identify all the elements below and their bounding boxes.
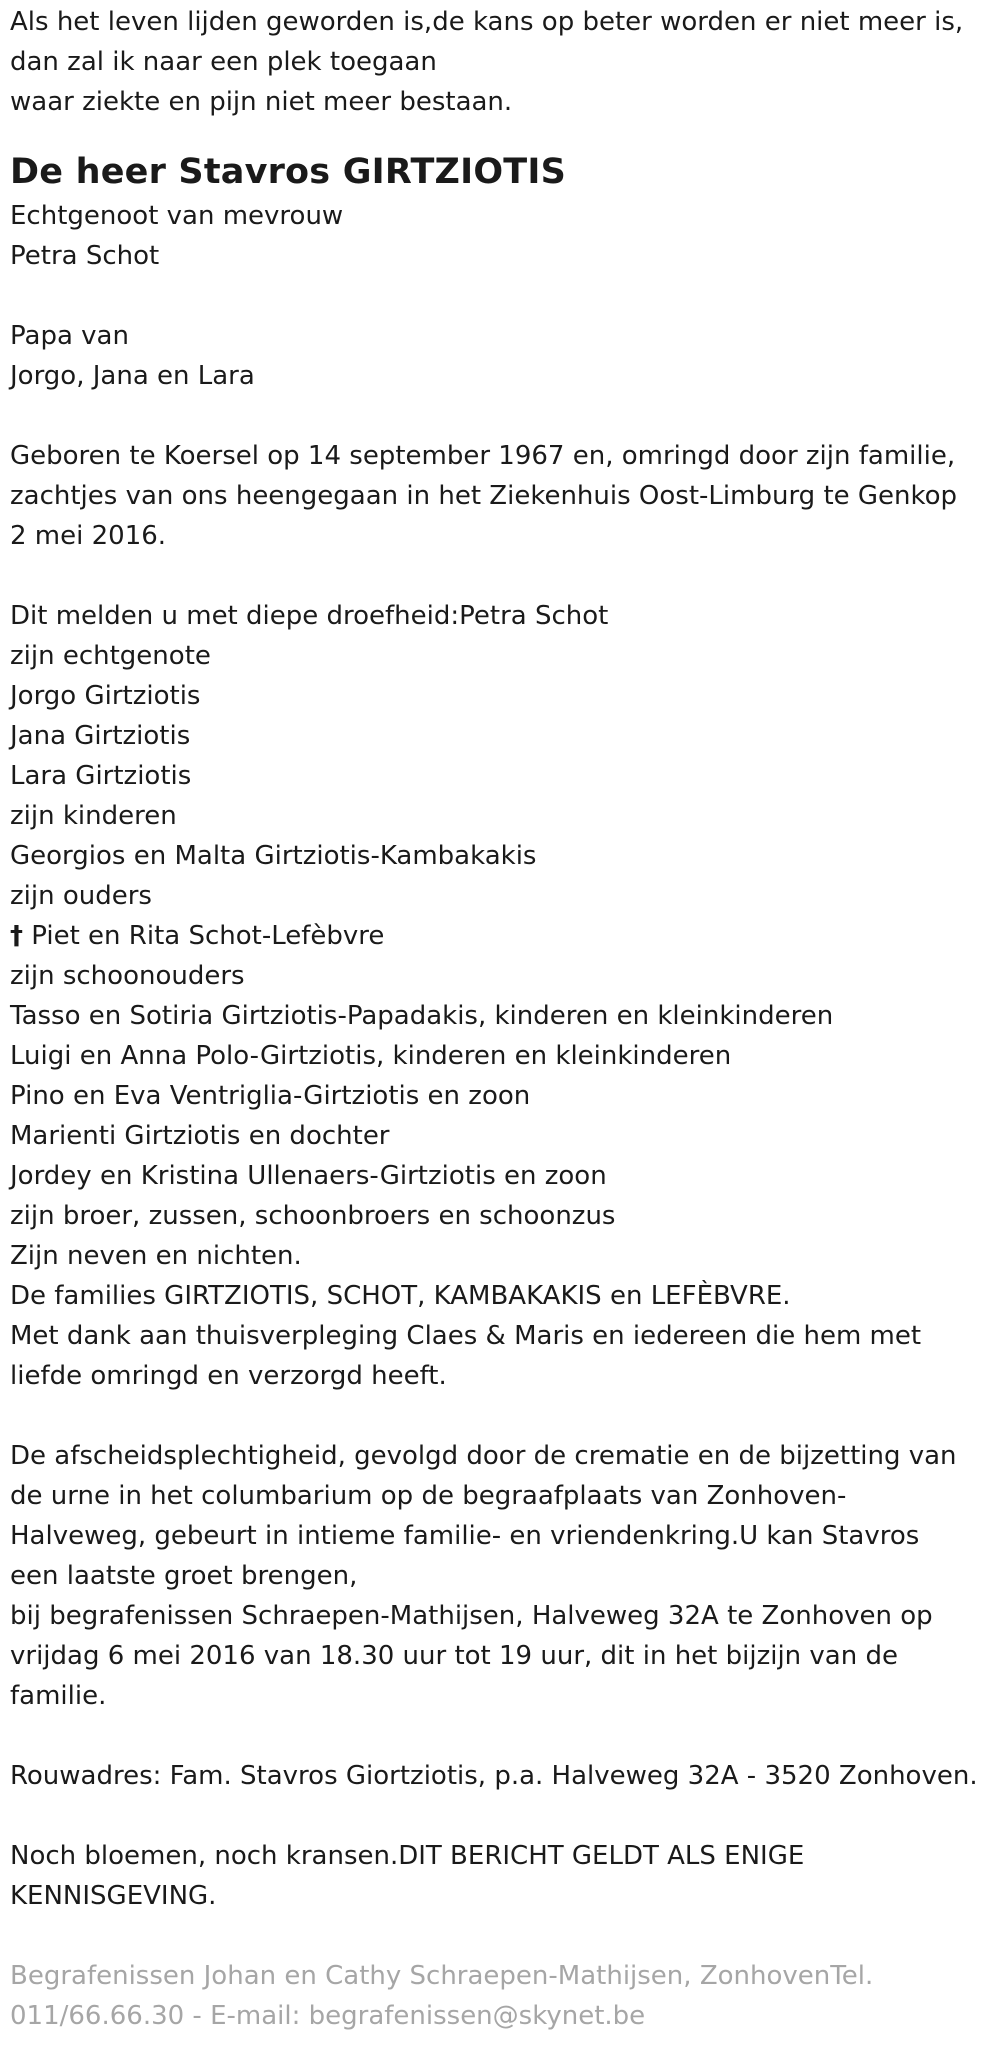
contact-line: 011/66.66.30 - E-mail: begrafenissen@skynet.be: [10, 2001, 646, 2031]
announcer-line: [10, 916, 990, 956]
announcer-line: Tasso en Sotiria Girtziotis-Papadakis, kinderen en kleinkinderen: [10, 1001, 834, 1031]
children-label: Papa van: [10, 321, 129, 351]
deceased-in-laws: Piet en Rita Schot-Lefèbvre: [23, 921, 385, 951]
announcer-line: Marienti Girtziotis en dochter: [10, 1121, 390, 1151]
spacer: [10, 1396, 990, 1436]
spacer: [10, 1716, 990, 1756]
spouse-name: Petra Schot: [10, 241, 160, 271]
announcer-line: zijn ouders: [10, 881, 152, 911]
mourning-address: Rouwadres: Fam. Stavros Giortziotis, p.a. Halveweg 32A - 3520 Zonhoven.: [10, 1761, 978, 1791]
announcer-line: Jana Girtziotis: [10, 721, 191, 751]
children-section: [10, 316, 990, 396]
announcer-line: zijn broer, zussen, schoonbroers en schoonzus: [10, 1201, 616, 1231]
birth-line: Geboren te Koersel op 14 september 1967 en, omringd door zijn familie,: [10, 441, 956, 471]
ceremony-line: vrijdag 6 mei 2016 van 18.30 uur tot 19 uur, dit in het bijzijn van de: [10, 1641, 898, 1671]
announcer-line: Jordey en Kristina Ullenaers-Girtziotis en zoon: [10, 1161, 607, 1191]
spacer: [10, 396, 990, 436]
spacer: [10, 556, 990, 596]
announcers-intro: Dit melden u met diepe droefheid:Petra Schot: [10, 601, 609, 631]
announcer-line: Zijn neven en nichten.: [10, 1241, 302, 1271]
spacer: [10, 1916, 990, 1956]
announcer-line: Luigi en Anna Polo-Girtziotis, kinderen en kleinkinderen: [10, 1041, 732, 1071]
birth-line: 2 mei 2016.: [10, 521, 167, 551]
flowers-section: [10, 1836, 990, 1916]
poem: [10, 0, 990, 122]
ceremony-line: Halveweg, gebeurt in intieme familie- en vriendenkring.U kan Stavros: [10, 1521, 920, 1551]
announcer-line: Jorgo Girtziotis: [10, 681, 201, 711]
announcer-line: Lara Girtziotis: [10, 761, 192, 791]
spacer: [10, 276, 990, 316]
poem-line: Als het leven lijden geworden is,de kans op beter worden er niet meer is,: [10, 7, 964, 37]
deceased-name: De heer Stavros GIRTZIOTIS: [10, 152, 566, 192]
ceremony-line: bij begrafenissen Schraepen-Mathijsen, Halveweg 32A te Zonhoven op: [10, 1601, 933, 1631]
ceremony-section: [10, 1436, 990, 1716]
birth-line: zachtjes van ons heengegaan in het Ziekenhuis Oost-Limburg te Genkop: [10, 481, 958, 511]
announcer-line: De families GIRTZIOTIS, SCHOT, KAMBAKAKIS en LEFÈBVRE.: [10, 1281, 791, 1311]
ceremony-line: De afscheidsplechtigheid, gevolgd door de crematie en de bijzetting van: [10, 1441, 957, 1471]
ceremony-line: de urne in het columbarium op de begraafplaats van Zonhoven-: [10, 1481, 847, 1511]
spouse-label: Echtgenoot van mevrouw: [10, 201, 344, 231]
announcer-line: Pino en Eva Ventriglia-Girtziotis en zoon: [10, 1081, 531, 1111]
spouse-section: [10, 196, 990, 276]
cross-icon: †: [10, 921, 23, 951]
announcers-section: [10, 596, 990, 1396]
announcer-line: Met dank aan thuisverpleging Claes & Maris en iedereen die hem met: [10, 1321, 922, 1351]
address-section: [10, 1756, 990, 1796]
flowers-line: KENNISGEVING.: [10, 1881, 217, 1911]
ceremony-line: een laatste groet brengen,: [10, 1561, 358, 1591]
poem-line: dan zal ik naar een plek toegaan: [10, 47, 437, 77]
funeral-home-line: Begrafenissen Johan en Cathy Schraepen-Mathijsen, ZonhovenTel.: [10, 1961, 874, 1991]
children-names: Jorgo, Jana en Lara: [10, 361, 255, 391]
spacer: [10, 1796, 990, 1836]
ceremony-line: familie.: [10, 1681, 107, 1711]
birth-death-section: [10, 436, 990, 556]
announcer-line: zijn kinderen: [10, 801, 177, 831]
footer: [10, 1956, 990, 2036]
announcer-line: liefde omringd en verzorgd heeft.: [10, 1361, 447, 1391]
announcer-line: zijn schoonouders: [10, 961, 245, 991]
poem-line: waar ziekte en pijn niet meer bestaan.: [10, 87, 513, 117]
flowers-line: Noch bloemen, noch kransen.DIT BERICHT GELDT ALS ENIGE: [10, 1841, 805, 1871]
announcer-line: zijn echtgenote: [10, 641, 211, 671]
announcer-line: Georgios en Malta Girtziotis-Kambakakis: [10, 841, 537, 871]
